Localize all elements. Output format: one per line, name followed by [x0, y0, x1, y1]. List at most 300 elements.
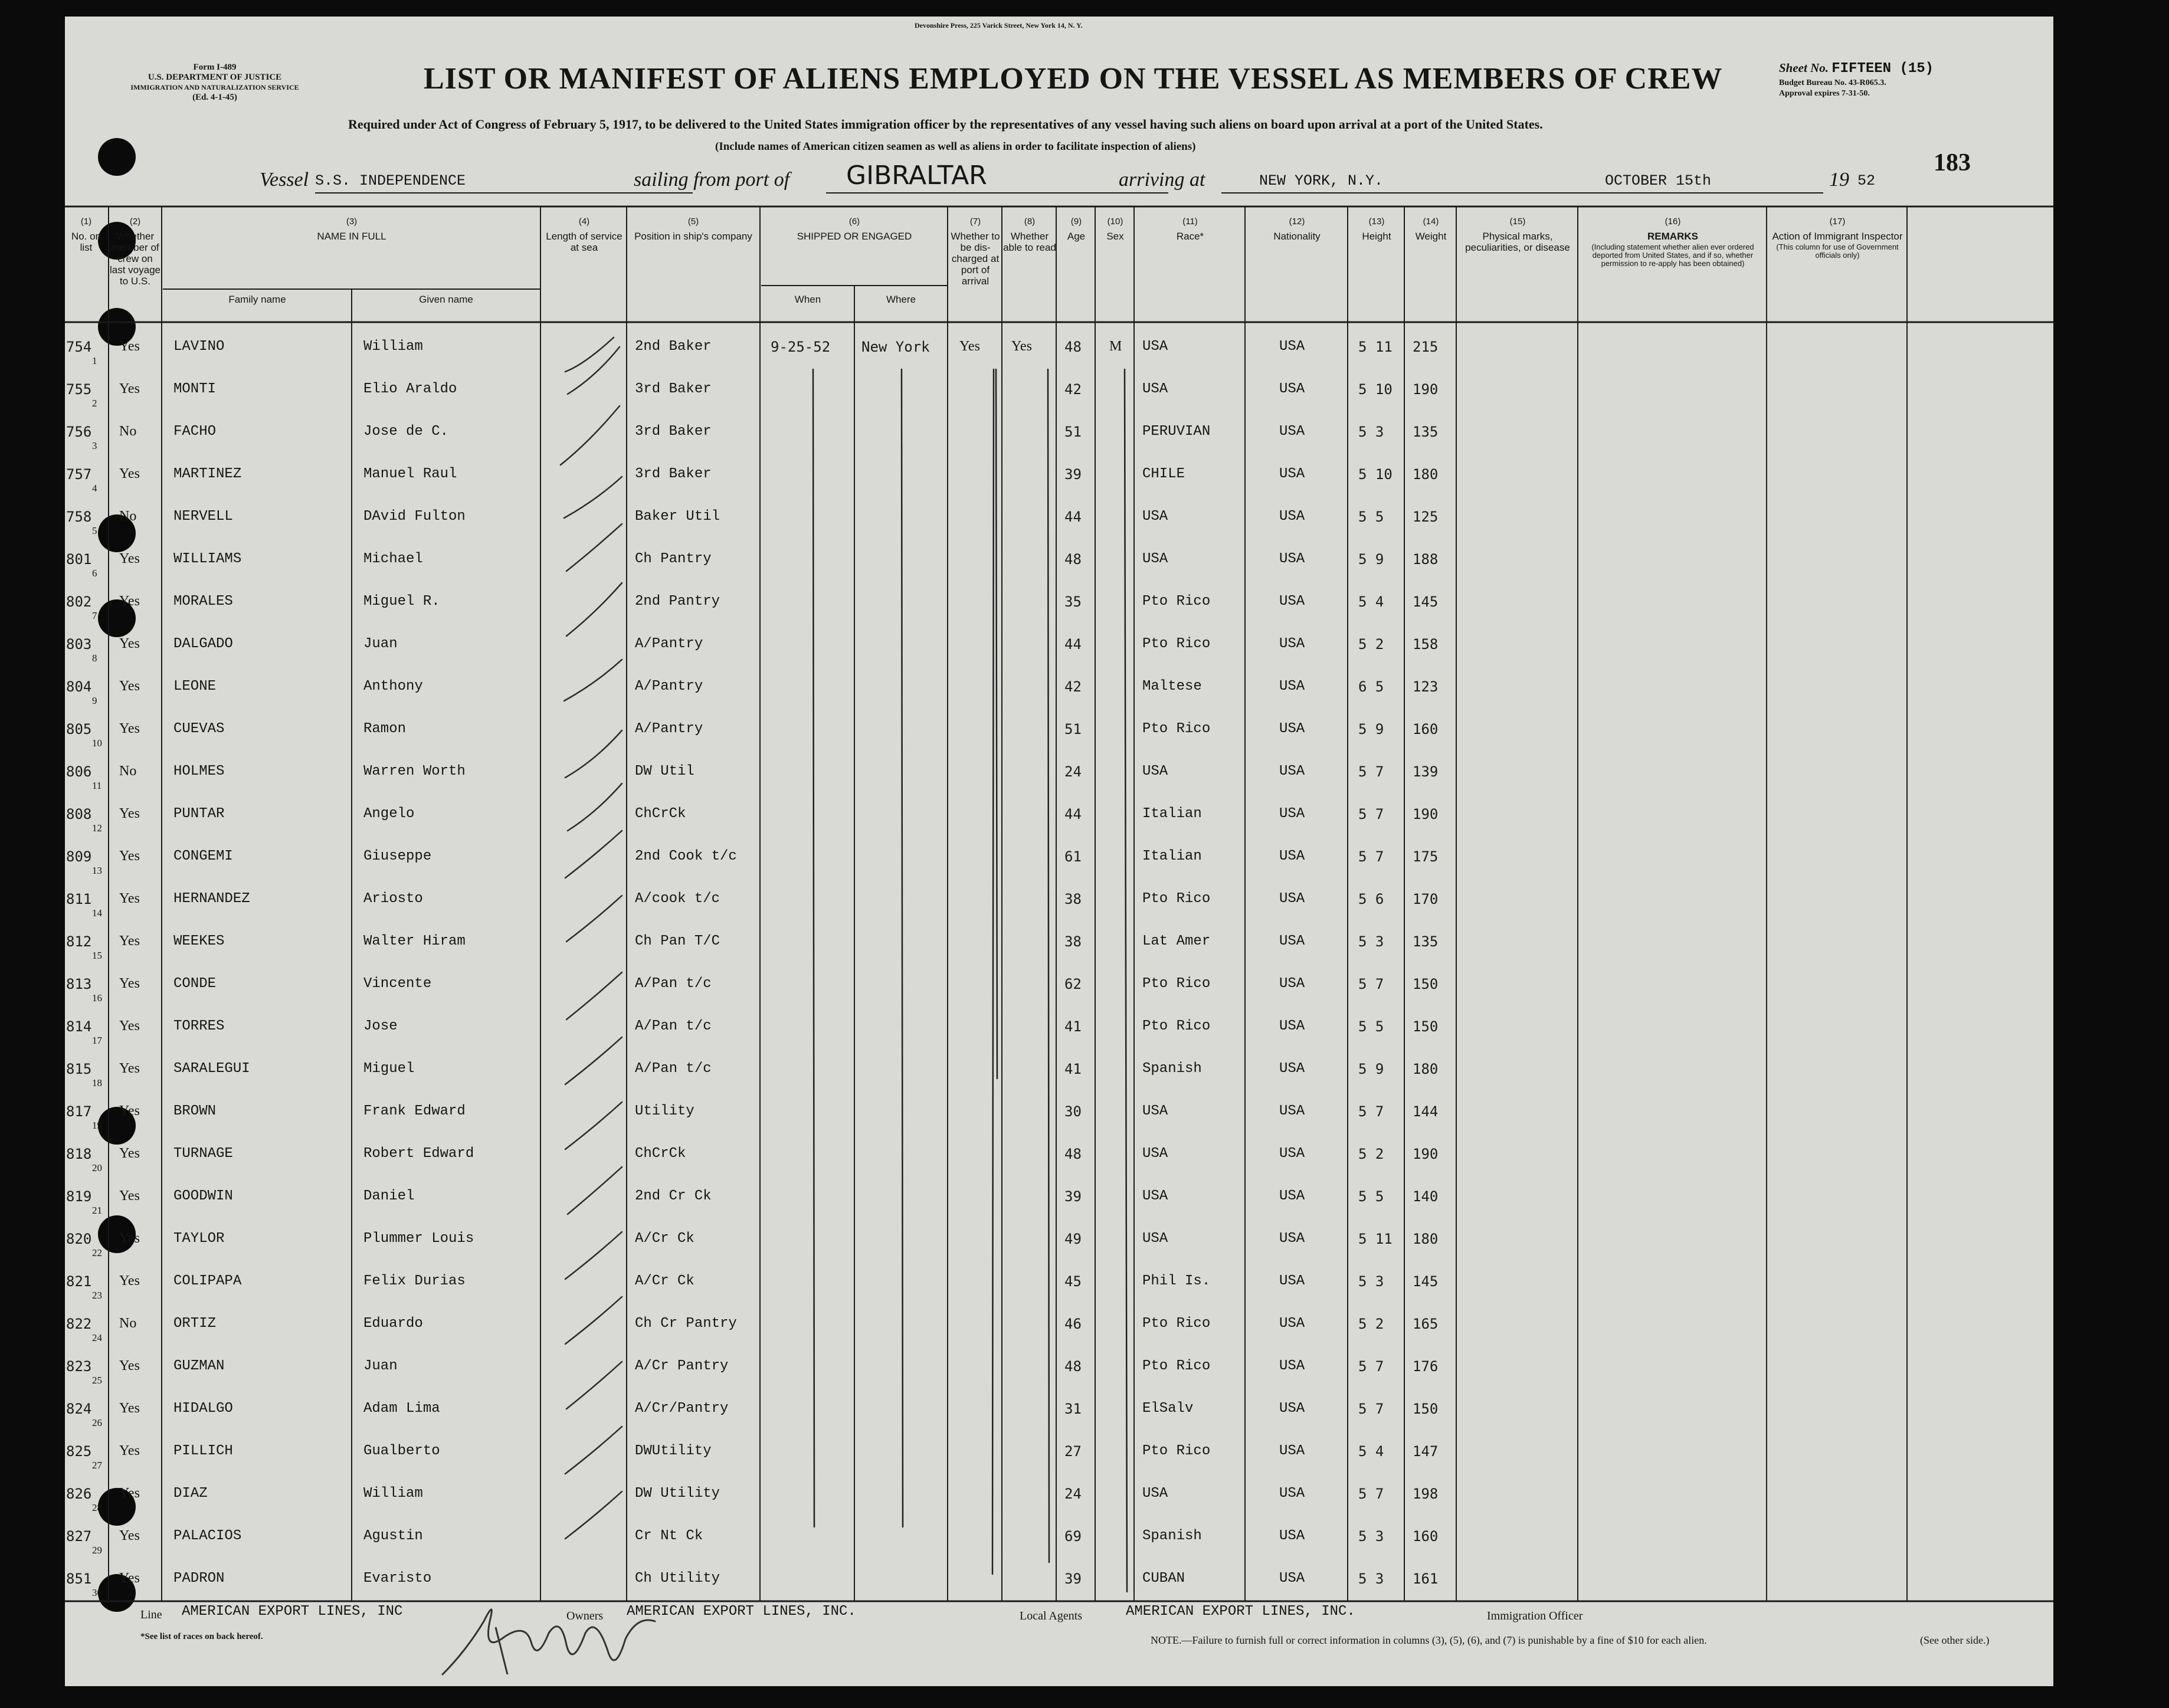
race: Pto Rico — [1142, 1358, 1211, 1374]
line-number: 24 — [92, 1332, 102, 1343]
sex: M — [1109, 339, 1122, 354]
given-name: Vincente — [363, 976, 432, 992]
race: USA — [1142, 1146, 1168, 1162]
position: 2nd Cr Ck — [635, 1188, 712, 1204]
age: 49 — [1064, 1231, 1082, 1247]
agents-label: Local Agents — [1020, 1609, 1083, 1622]
race: CUBAN — [1142, 1571, 1185, 1586]
family-name: FACHO — [173, 424, 217, 440]
previous-voyage: Yes — [119, 721, 140, 736]
given-name: DAvid Fulton — [363, 509, 466, 524]
age: 48 — [1064, 551, 1082, 568]
line-number: 1 — [92, 355, 97, 366]
list-number: 815 — [66, 1061, 92, 1077]
weight: 190 — [1413, 381, 1439, 398]
line-number: 12 — [92, 822, 102, 834]
previous-voyage: Yes — [119, 1571, 140, 1586]
statute-subtitle: Required under Act of Congress of February 5, 1917, to be delivered to the United States immigration officer by the representatives of any vessel having such aliens on board upon arrival at a port of the United States. — [348, 117, 1543, 132]
previous-voyage: Yes — [119, 339, 140, 354]
race: Italian — [1142, 848, 1202, 864]
weight: 170 — [1413, 891, 1439, 907]
header-height: (13) Height — [1362, 217, 1391, 242]
header-physical-marks: (15) Physical marks, peculiarities, or disease — [1465, 217, 1570, 253]
line-number: 9 — [92, 695, 97, 706]
previous-voyage: No — [119, 763, 137, 779]
age: 27 — [1064, 1443, 1082, 1460]
header-length-service: (4) Length of service at sea — [546, 217, 622, 253]
given-name: Juan — [363, 636, 398, 652]
list-number: 811 — [66, 891, 92, 907]
given-name: Daniel — [363, 1188, 415, 1204]
weight: 123 — [1413, 678, 1439, 695]
age: 44 — [1064, 509, 1082, 525]
weight: 144 — [1413, 1103, 1439, 1120]
height: 5 7 — [1358, 976, 1384, 992]
arrival-port: NEW YORK, N.Y. — [1259, 172, 1384, 189]
line-number: 22 — [92, 1247, 102, 1258]
owners-label: Owners — [566, 1609, 604, 1622]
position: 2nd Pantry — [635, 594, 720, 609]
list-number: 821 — [66, 1273, 92, 1290]
height: 5 7 — [1358, 1358, 1384, 1375]
given-name: William — [363, 339, 423, 355]
budget-bureau: Budget Bureau No. 43-R065.3. — [1779, 78, 1886, 87]
height: 5 4 — [1358, 1443, 1384, 1460]
officer-signature — [431, 1586, 679, 1686]
family-name: SARALEGUI — [173, 1061, 250, 1077]
height: 5 9 — [1358, 721, 1384, 737]
previous-voyage: No — [119, 509, 137, 524]
approval-expiry: Approval expires 7-31-50. — [1779, 89, 1870, 98]
line-number: 27 — [92, 1460, 102, 1471]
family-name: GOODWIN — [173, 1188, 233, 1204]
remarks-note: (Including statement whether alien ever ordered deported from United States, and if so, whether permission to re-apply has been obtained) — [1591, 242, 1754, 268]
height: 5 3 — [1358, 1571, 1384, 1587]
line-number: 28 — [92, 1502, 102, 1513]
family-name: CONGEMI — [173, 848, 233, 864]
penalty-note: NOTE.—Failure to furnish full or correct information in columns (3), (5), (6), and (7) is punishable by a fine of $10 for each alien. — [1151, 1634, 1707, 1646]
nationality: USA — [1279, 678, 1305, 694]
nationality: USA — [1279, 806, 1305, 822]
age: 51 — [1064, 721, 1082, 737]
weight: 180 — [1413, 466, 1439, 483]
line-number: 18 — [92, 1077, 102, 1089]
nationality: USA — [1279, 381, 1305, 397]
race: CHILE — [1142, 466, 1185, 482]
nationality: USA — [1279, 424, 1305, 440]
position: A/Pantry — [635, 721, 703, 737]
nationality: USA — [1279, 1401, 1305, 1417]
list-number: 754 — [66, 339, 92, 355]
family-name: PILLICH — [173, 1443, 233, 1459]
given-name: Miguel R. — [363, 594, 440, 609]
service: IMMIGRATION AND NATURALIZATION SERVICE — [130, 83, 299, 91]
departure-port: GIBRALTAR — [846, 160, 987, 191]
position: Ch Pan T/C — [635, 933, 720, 949]
list-number: 818 — [66, 1146, 92, 1162]
race: Spanish — [1142, 1528, 1202, 1544]
age: 39 — [1064, 466, 1082, 483]
family-name: LEONE — [173, 678, 217, 694]
nationality: USA — [1279, 976, 1305, 992]
given-name: Eduardo — [363, 1316, 423, 1332]
owners-value: AMERICAN EXPORT LINES, INC. — [627, 1604, 856, 1620]
line-number: 23 — [92, 1290, 102, 1301]
height: 5 10 — [1358, 466, 1393, 483]
age: 45 — [1064, 1273, 1082, 1290]
race: Pto Rico — [1142, 976, 1211, 992]
sheet-label: Sheet No. — [1779, 61, 1829, 75]
line-label: Line — [140, 1608, 162, 1621]
age: 48 — [1064, 1358, 1082, 1375]
position: Baker Util — [635, 509, 720, 524]
list-number: 805 — [66, 721, 92, 737]
family-name: HOLMES — [173, 763, 225, 779]
position: Ch Cr Pantry — [635, 1316, 737, 1332]
weight: 180 — [1413, 1061, 1439, 1077]
age: 42 — [1064, 381, 1082, 398]
list-number: 808 — [66, 806, 92, 822]
header-weight: (14) Weight — [1415, 217, 1447, 242]
header-family-name: Family name — [228, 294, 286, 305]
weight: 145 — [1413, 594, 1439, 610]
age: 31 — [1064, 1401, 1082, 1417]
family-name: NERVELL — [173, 509, 233, 524]
position: A/Pan t/c — [635, 1061, 712, 1077]
line-number: 4 — [92, 483, 97, 494]
previous-voyage: Yes — [119, 1528, 140, 1543]
age: 39 — [1064, 1188, 1082, 1205]
family-name: MORALES — [173, 594, 233, 609]
officer-label: Immigration Officer — [1487, 1609, 1583, 1622]
weight: 175 — [1413, 848, 1439, 865]
nationality: USA — [1279, 509, 1305, 524]
header-remarks: (16) REMARKS (Including statement whether alien ever ordered deported from United States, and if so, whether permission to re-apply has been obtained) — [1579, 216, 1767, 268]
race: Pto Rico — [1142, 1443, 1211, 1459]
list-number: 823 — [66, 1358, 92, 1375]
race: USA — [1142, 763, 1168, 779]
age: 35 — [1064, 594, 1082, 610]
height: 5 7 — [1358, 1401, 1384, 1417]
position: ChCrCk — [635, 1146, 686, 1162]
height: 5 7 — [1358, 1486, 1384, 1502]
weight: 190 — [1413, 1146, 1439, 1162]
height: 5 9 — [1358, 551, 1384, 568]
weight: 150 — [1413, 1401, 1439, 1417]
race: Maltese — [1142, 678, 1202, 694]
arrival-date: OCTOBER 15th — [1605, 172, 1712, 189]
header-when: When — [794, 294, 821, 305]
position: A/Cr Ck — [635, 1273, 694, 1289]
nationality: USA — [1279, 933, 1305, 949]
family-name: HERNANDEZ — [173, 891, 250, 907]
weight: 135 — [1413, 424, 1439, 440]
nationality: USA — [1279, 763, 1305, 779]
height: 5 7 — [1358, 1103, 1384, 1120]
family-name: TORRES — [173, 1018, 225, 1034]
previous-voyage: Yes — [119, 1486, 140, 1501]
line-number: 20 — [92, 1162, 102, 1173]
race: Italian — [1142, 806, 1202, 822]
list-number: 758 — [66, 509, 92, 525]
line-number: 30 — [92, 1587, 102, 1598]
previous-voyage: Yes — [119, 678, 140, 694]
line-number: 6 — [92, 568, 97, 579]
height: 5 10 — [1358, 381, 1393, 398]
family-name: WILLIAMS — [173, 551, 242, 567]
instruction-subtitle: (Include names of American citizen seamen as well as aliens in order to facilitate inspection of aliens) — [715, 140, 1196, 153]
inspector-note: (This column for use of Government officials only) — [1776, 242, 1899, 260]
height: 6 5 — [1358, 678, 1384, 695]
race: Pto Rico — [1142, 721, 1211, 737]
height: 5 5 — [1358, 509, 1384, 525]
position: ChCrCk — [635, 806, 686, 822]
weight: 190 — [1413, 806, 1439, 822]
position: 2nd Baker — [635, 339, 712, 355]
weight: 150 — [1413, 976, 1439, 992]
position: A/Pan t/c — [635, 976, 712, 992]
list-number: 817 — [66, 1103, 92, 1120]
header-nationality: (12) Nationality — [1273, 217, 1321, 242]
height: 5 3 — [1358, 933, 1384, 950]
given-name: Elio Araldo — [363, 381, 457, 397]
race: PERUVIAN — [1142, 424, 1211, 440]
header-race: (11) Race* — [1176, 217, 1204, 242]
line-number: 26 — [92, 1417, 102, 1428]
family-name: PADRON — [173, 1571, 225, 1586]
height: 5 2 — [1358, 636, 1384, 653]
list-number: 806 — [66, 763, 92, 780]
previous-voyage: Yes — [119, 1358, 140, 1373]
header-given-name: Given name — [419, 294, 473, 305]
page-number: 183 — [1934, 149, 1971, 176]
nationality: USA — [1279, 466, 1305, 482]
given-name: Jose — [363, 1018, 398, 1034]
age: 38 — [1064, 891, 1082, 907]
family-name: CONDE — [173, 976, 217, 992]
line-number: 16 — [92, 992, 102, 1004]
age: 24 — [1064, 1486, 1082, 1502]
previous-voyage: Yes — [119, 1273, 140, 1289]
edition: (Ed. 4-1-45) — [192, 93, 237, 102]
previous-voyage: Yes — [119, 1443, 140, 1458]
previous-voyage: Yes — [119, 1188, 140, 1204]
form-number: Form I-489 — [193, 63, 237, 72]
line-number: 8 — [92, 653, 97, 664]
weight: 135 — [1413, 933, 1439, 950]
list-number: 812 — [66, 933, 92, 950]
position: Utility — [635, 1103, 694, 1119]
weight: 188 — [1413, 551, 1439, 568]
given-name: Anthony — [363, 678, 423, 694]
family-name: GUZMAN — [173, 1358, 225, 1374]
position: A/Cr Ck — [635, 1231, 694, 1247]
family-name: MONTI — [173, 381, 217, 397]
header-sex: (10) Sex — [1106, 217, 1124, 242]
list-number: 814 — [66, 1018, 92, 1035]
nationality: USA — [1279, 1146, 1305, 1162]
previous-voyage: Yes — [119, 806, 140, 821]
race: Phil Is. — [1142, 1273, 1211, 1289]
race: Pto Rico — [1142, 1316, 1211, 1332]
line-number: 15 — [92, 950, 102, 961]
age: 41 — [1064, 1018, 1082, 1035]
weight: 158 — [1413, 636, 1439, 653]
list-number: 756 — [66, 424, 92, 440]
nationality: USA — [1279, 848, 1305, 864]
list-number: 824 — [66, 1401, 92, 1417]
previous-voyage: Yes — [119, 466, 140, 481]
previous-voyage: Yes — [119, 594, 140, 609]
line-number: 29 — [92, 1545, 102, 1556]
list-number: 757 — [66, 466, 92, 483]
height: 5 5 — [1358, 1018, 1384, 1035]
race: Pto Rico — [1142, 636, 1211, 652]
family-name: PALACIOS — [173, 1528, 242, 1544]
given-name: Walter Hiram — [363, 933, 466, 949]
sheet-value: FIFTEEN (15) — [1831, 61, 1934, 77]
previous-voyage: Yes — [119, 976, 140, 991]
vessel-label: Vessel — [260, 169, 309, 191]
height: 5 5 — [1358, 1188, 1384, 1205]
height: 5 2 — [1358, 1316, 1384, 1332]
nationality: USA — [1279, 551, 1305, 567]
position: Ch Pantry — [635, 551, 712, 567]
list-number: 825 — [66, 1443, 92, 1460]
family-name: MARTINEZ — [173, 466, 242, 482]
previous-voyage: No — [119, 424, 137, 439]
weight: 180 — [1413, 1231, 1439, 1247]
position: 3rd Baker — [635, 466, 712, 482]
race: Spanish — [1142, 1061, 1202, 1077]
nationality: USA — [1279, 1486, 1305, 1502]
previous-voyage: Yes — [119, 848, 140, 864]
weight: 165 — [1413, 1316, 1439, 1332]
list-number: 803 — [66, 636, 92, 653]
position: A/Pantry — [635, 636, 703, 652]
given-name: Angelo — [363, 806, 415, 822]
age: 24 — [1064, 763, 1082, 780]
age: 41 — [1064, 1061, 1082, 1077]
line-number: 10 — [92, 737, 102, 749]
age: 46 — [1064, 1316, 1082, 1332]
weight: 198 — [1413, 1486, 1439, 1502]
nationality: USA — [1279, 1188, 1305, 1204]
given-name: Manuel Raul — [363, 466, 457, 482]
weight: 160 — [1413, 721, 1439, 737]
age: 51 — [1064, 424, 1082, 440]
age: 62 — [1064, 976, 1082, 992]
age: 69 — [1064, 1528, 1082, 1545]
nationality: USA — [1279, 891, 1305, 907]
nationality: USA — [1279, 1103, 1305, 1119]
list-number: 804 — [66, 678, 92, 695]
position: Ch Utility — [635, 1571, 720, 1586]
position: A/Pantry — [635, 678, 703, 694]
given-name: Michael — [363, 551, 423, 567]
position: A/cook t/c — [635, 891, 720, 907]
line-number: 11 — [92, 780, 102, 791]
position: DW Utility — [635, 1486, 720, 1502]
family-name: ORTIZ — [173, 1316, 217, 1332]
height: 5 3 — [1358, 424, 1384, 440]
line-number: 13 — [92, 865, 102, 876]
position: DWUtility — [635, 1443, 712, 1459]
line-number: 2 — [92, 398, 97, 409]
age: 48 — [1064, 339, 1082, 355]
given-name: Ramon — [363, 721, 407, 737]
age: 42 — [1064, 678, 1082, 695]
given-name: Warren Worth — [363, 763, 466, 779]
nationality: USA — [1279, 339, 1305, 355]
line-number: 3 — [92, 440, 97, 451]
height: 5 7 — [1358, 763, 1384, 780]
nationality: USA — [1279, 594, 1305, 609]
race: USA — [1142, 1231, 1168, 1247]
line-number: 5 — [92, 525, 97, 536]
engaged-when: 9-25-52 — [771, 339, 831, 355]
arriving-label: arriving at — [1119, 169, 1205, 191]
height: 5 11 — [1358, 339, 1393, 355]
family-name: BROWN — [173, 1103, 217, 1119]
nationality: USA — [1279, 1571, 1305, 1586]
previous-voyage: Yes — [119, 1018, 140, 1034]
family-name: TAYLOR — [173, 1231, 225, 1247]
header-position: (5) Position in ship's company — [634, 217, 752, 242]
position: 3rd Baker — [635, 424, 712, 440]
weight: 176 — [1413, 1358, 1439, 1375]
line-number: 21 — [92, 1205, 102, 1216]
previous-voyage: No — [119, 1316, 137, 1331]
race: Lat Amer — [1142, 933, 1211, 949]
family-name: LAVINO — [173, 339, 225, 355]
weight: 145 — [1413, 1273, 1439, 1290]
printer-imprint: Devonshire Press, 225 Varick Street, New York 14, N. Y. — [915, 21, 1083, 29]
nationality: USA — [1279, 1528, 1305, 1544]
height: 5 4 — [1358, 594, 1384, 610]
department: U.S. DEPARTMENT OF JUSTICE — [148, 73, 282, 82]
height: 5 7 — [1358, 848, 1384, 865]
list-number: 820 — [66, 1231, 92, 1247]
height: 5 2 — [1358, 1146, 1384, 1162]
race: USA — [1142, 551, 1168, 567]
race: Pto Rico — [1142, 594, 1211, 609]
age: 48 — [1064, 1146, 1082, 1162]
weight: 139 — [1413, 763, 1439, 780]
given-name: Agustin — [363, 1528, 423, 1544]
previous-voyage: Yes — [119, 1103, 140, 1119]
header-age: (9) Age — [1067, 217, 1086, 242]
line-value: AMERICAN EXPORT LINES, INC — [182, 1604, 403, 1620]
family-name: HIDALGO — [173, 1401, 233, 1417]
height: 5 3 — [1358, 1273, 1384, 1290]
header-shipped-engaged: (6) SHIPPED OR ENGAGED — [797, 217, 912, 242]
family-name: WEEKES — [173, 933, 225, 949]
given-name: William — [363, 1486, 423, 1502]
nationality: USA — [1279, 1316, 1305, 1332]
header-name-in-full: (3) NAME IN FULL — [317, 217, 386, 242]
race: USA — [1142, 1103, 1168, 1119]
list-number: 809 — [66, 848, 92, 865]
race: ElSalv — [1142, 1401, 1194, 1417]
previous-voyage: Yes — [119, 551, 140, 566]
able-to-read: Yes — [1011, 339, 1032, 354]
nationality: USA — [1279, 636, 1305, 652]
given-name: Robert Edward — [363, 1146, 474, 1162]
nationality: USA — [1279, 1231, 1305, 1247]
age: 44 — [1064, 636, 1082, 653]
vessel-name: S.S. INDEPENDENCE — [315, 172, 466, 189]
